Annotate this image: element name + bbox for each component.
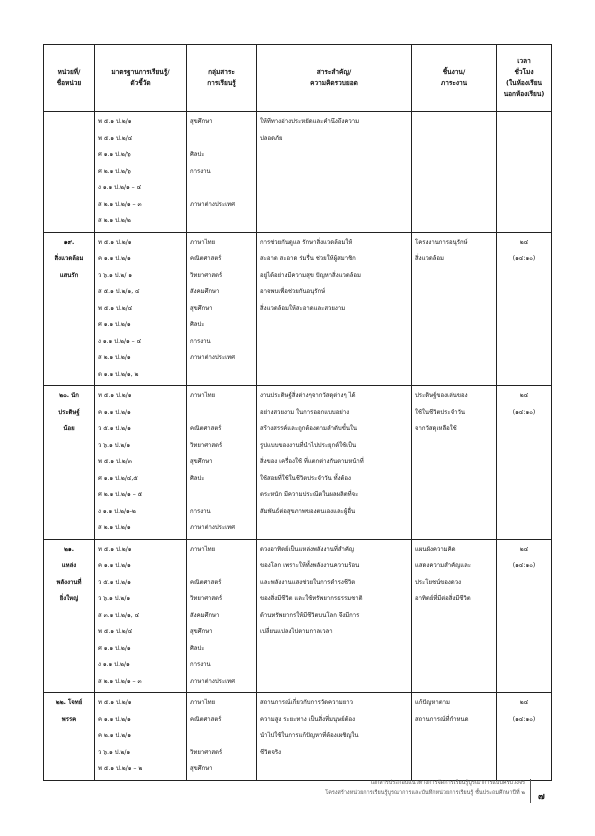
standard-cell-line: ว ๕.๑ ป.๒/๑ bbox=[98, 425, 131, 432]
time-cell-line: (๑๔:๑๐) bbox=[512, 715, 536, 723]
standard-cell-line: พ ๕.๑ ป.๒/๓ bbox=[98, 458, 132, 465]
header-row bbox=[44, 45, 552, 112]
standard-cell-line: ส ๒.๑ ป.๒/๒ bbox=[98, 217, 131, 224]
unit-cell-line: น้อย bbox=[63, 425, 75, 432]
work-cell-line: จากวัสดุเหลือใช้ bbox=[415, 425, 457, 432]
time-cell bbox=[497, 693, 552, 781]
concept-cell-line: ใช้สอยที่ใช้ในชีวิตประจำวัน ทั้งต้อง bbox=[260, 474, 351, 482]
header-subject bbox=[187, 45, 257, 112]
concept-cell-line: สร้างสรรค์และถูกต้องตามลำดับขั้นใน bbox=[260, 425, 357, 432]
footer-line: เอกสารประกอบแนวทางการจัดการเรียนรู้บูรณาการแบบครบวงจร bbox=[370, 780, 525, 786]
header-work-line: ภาระงาน bbox=[440, 79, 468, 87]
unit-cell-line: สิ่งแวดล้อม bbox=[54, 255, 84, 262]
standard-cell-line: ว ๖.๑ ป.๒/๑ bbox=[98, 441, 131, 449]
time-cell-line: (๑๔:๑๐) bbox=[512, 255, 536, 262]
subject-cell-line: การงาน bbox=[190, 337, 211, 345]
unit-cell-line: ประดิษฐ์ bbox=[58, 408, 80, 416]
concept-cell-line: เปลี่ยนแปลงไปตามกาลเวลา bbox=[260, 628, 333, 635]
standard-cell-line: ว ๖.๑ ป.๒/๑ bbox=[98, 748, 131, 756]
standard-cell-line: ท ๕.๑ ป.๒/๑ bbox=[98, 545, 132, 553]
standard-cell-line: ท ๕.๑ ป.๒/๑ bbox=[98, 699, 132, 706]
subject-cell-line: สังคมศึกษา bbox=[190, 288, 220, 295]
subject-cell bbox=[187, 386, 257, 540]
unit-cell-line: พรรค bbox=[61, 715, 77, 723]
subject-cell-line: สุขศึกษา bbox=[190, 458, 213, 465]
page-footer bbox=[300, 778, 525, 798]
work-cell-line: แสดงความสำคัญและ bbox=[415, 562, 471, 569]
standard-cell-line: ง ๑.๑ ป.๒/๑ – ๔ bbox=[98, 337, 142, 345]
page-number: ๗ bbox=[538, 792, 545, 802]
work-cell bbox=[412, 693, 497, 781]
table-row bbox=[44, 539, 552, 693]
subject-cell-line bbox=[190, 131, 253, 148]
work-cell-line: อาทิตย์ที่มีต่อสิ่งมีชีวิต bbox=[415, 595, 471, 602]
work-cell bbox=[412, 539, 497, 693]
work-cell-line: โครงงานการอนุรักษ์ bbox=[415, 238, 468, 246]
subject-cell-line bbox=[190, 367, 253, 384]
concept-cell-line: ความสูง ระยะทาง เป็นสิ่งที่มนุษย์ต้อง bbox=[260, 715, 356, 723]
standard-cell-line: ต ๑.๑ ป.๒/๑, ๒ bbox=[98, 370, 139, 378]
work-cell-line: ใช้ในชีวิตประจำวัน bbox=[415, 408, 465, 416]
work-cell-line: ประโยชน์ของดวง bbox=[415, 578, 461, 586]
standard-cell-line: ศ ๑.๑ ป.๒/๔,๕ bbox=[98, 474, 138, 482]
header-standard-line: มาตรฐานการเรียนรู้/ bbox=[111, 68, 170, 76]
work-cell bbox=[412, 112, 497, 233]
standard-cell-line: ว ๖.๑ ป.๒/ ๑ bbox=[98, 271, 133, 279]
footer-divider bbox=[530, 779, 531, 803]
subject-cell-line: สังคมศึกษา bbox=[190, 611, 220, 619]
concept-cell-line: สิ่งของ เครื่องใช้ ที่แตกต่างกันตามหน้าที่ bbox=[260, 458, 364, 465]
subject-cell-line: ภาษาต่างประเทศ bbox=[190, 524, 235, 531]
standard-cell bbox=[95, 112, 187, 233]
subject-cell-line: วิทยาศาสตร์ bbox=[190, 748, 223, 756]
subject-cell-line: ศิลปะ bbox=[190, 644, 205, 652]
time-cell bbox=[497, 539, 552, 693]
subject-cell-line bbox=[190, 405, 253, 422]
subject-cell-line: ภาษาต่างประเทศ bbox=[190, 200, 235, 208]
concept-cell bbox=[257, 232, 412, 386]
standard-cell-line: ศ ๑.๑ ป.๒/๖ bbox=[98, 151, 131, 158]
subject-cell-line: ภาษาไทย bbox=[190, 699, 216, 706]
table-row bbox=[44, 693, 552, 781]
unit-cell bbox=[44, 232, 95, 386]
concept-cell-line: รูปแบบของงานที่นำไปประยุกต์ใช้เป็น bbox=[260, 441, 357, 449]
standard-cell-line: พ ๕.๑ ป.๒/๔ bbox=[98, 134, 133, 142]
standard-cell-line: ส ๒.๑ ป.๒/๑ – ๓ bbox=[98, 200, 142, 208]
standard-cell-line: ส ๒.๑ ป.๒/๑ bbox=[98, 524, 131, 531]
header-work bbox=[412, 45, 497, 112]
subject-cell bbox=[187, 112, 257, 233]
header-time bbox=[497, 45, 552, 112]
concept-cell-line: อย่างสวยงาม ในการออกแบบอย่าง bbox=[260, 408, 350, 416]
subject-cell-line bbox=[190, 728, 253, 745]
concept-cell bbox=[257, 112, 412, 233]
header-standard bbox=[95, 45, 187, 112]
time-cell bbox=[497, 386, 552, 540]
subject-cell-line bbox=[190, 558, 253, 575]
concept-cell-line: นำไปใช้ในการแก้ปัญหาที่ต้องเผชิญใน bbox=[260, 732, 359, 739]
header-standard-line: ตัวชี้วัด bbox=[130, 79, 151, 87]
subject-cell-line: คณิตศาสตร์ bbox=[190, 425, 222, 432]
subject-cell-line: ภาษาไทย bbox=[190, 238, 216, 246]
standard-cell bbox=[95, 693, 187, 781]
concept-cell-line: งานประดิษฐ์สิ่งต่างๆจากวัสดุต่างๆ ได้ bbox=[260, 392, 356, 399]
subject-cell-line bbox=[190, 487, 253, 504]
time-cell-line: ๒๔ bbox=[519, 699, 529, 706]
standard-cell-line: ส ๒.๑ ป.๒/๑ – ๓ bbox=[98, 677, 142, 685]
standard-cell-line: ง ๑.๑ ป.๒/๑-๒ bbox=[98, 507, 136, 515]
subject-cell-line: ศิลปะ bbox=[190, 321, 205, 328]
concept-cell-line: และพลังงานแสงช่วยในการดำรงชีวิต bbox=[260, 578, 356, 586]
subject-cell-line: สุขศึกษา bbox=[190, 765, 213, 772]
table-body bbox=[44, 112, 552, 781]
subject-cell-line bbox=[190, 180, 253, 197]
standard-cell-line: พ ๕.๑ ป.๒/๔ bbox=[98, 304, 133, 312]
concept-cell-line: ด้านทรัพยากรให้มีชีวิตบนโลก จึงมีการ bbox=[260, 611, 360, 619]
subject-cell-line: วิทยาศาสตร์ bbox=[190, 441, 223, 449]
concept-cell-line: สถานการณ์เกี่ยวกับการวัดความยาว bbox=[260, 699, 354, 706]
standard-cell-line: ค ๑.๑ ป.๒/๑ bbox=[98, 255, 131, 262]
subject-cell-line: ศิลปะ bbox=[190, 151, 205, 158]
time-cell bbox=[497, 112, 552, 233]
unit-cell bbox=[44, 112, 95, 233]
standard-cell-line: ศ ๒.๑ ป.๒/๖ bbox=[98, 167, 131, 175]
standard-cell-line: ท ๕.๑ ป.๒/๑ bbox=[98, 392, 132, 399]
unit-cell-line: ๒๒. โจทย์ bbox=[55, 699, 83, 706]
time-cell-line: (๑๔:๑๐) bbox=[512, 408, 536, 416]
concept-cell-line: ดวงอาทิตย์เป็นแหล่งพลังงานที่สำคัญ bbox=[260, 545, 354, 553]
standard-cell bbox=[95, 386, 187, 540]
concept-cell-line: ชีวิตจริง bbox=[260, 748, 282, 756]
standard-cell-line: พ ๕.๑ ป.๒/๔ bbox=[98, 628, 133, 635]
standard-cell-line: ค ๑.๑ ป.๒/๑ bbox=[98, 562, 131, 569]
header-unit bbox=[44, 45, 95, 112]
time-cell-line: ๒๔ bbox=[519, 545, 529, 553]
subject-cell-line: ศิลปะ bbox=[190, 474, 205, 482]
subject-cell-line bbox=[190, 213, 253, 230]
subject-cell-line: วิทยาศาสตร์ bbox=[190, 271, 223, 279]
subject-cell-line: คณิตศาสตร์ bbox=[190, 255, 222, 262]
unit-cell bbox=[44, 693, 95, 781]
standard-cell-line: ศ ๑.๑ ป.๒/๑ bbox=[98, 644, 131, 652]
work-cell-line: สิ่งแวดล้อม bbox=[415, 255, 444, 262]
table-row bbox=[44, 232, 552, 386]
concept-cell-line: สัมพันธ์ต่อสุขภาพของตนเองและผู้อื่น bbox=[260, 507, 356, 515]
unit-cell-line: ๒๑. bbox=[63, 545, 75, 553]
standard-cell-line: ค ๑.๑ ป.๒/๑ bbox=[98, 715, 131, 723]
header-subject-line: กลุ่มสาระ bbox=[208, 68, 235, 76]
subject-cell-line: ภาษาต่างประเทศ bbox=[190, 354, 235, 361]
header-unit-line: หน่วยที่/ bbox=[57, 68, 81, 76]
subject-cell-line: การงาน bbox=[190, 661, 211, 668]
subject-cell-line: คณิตศาสตร์ bbox=[190, 578, 222, 586]
time-cell-line: ๒๔ bbox=[519, 392, 529, 399]
footer-line: โครงสร้างหน่วยการเรียนรู้บูรณาการและบันทึกหน่วยการเรียนรู้ ชั้นประถมศึกษาปีที่ ๒ bbox=[325, 790, 525, 796]
header-unit-line: ชื่อหน่วย bbox=[56, 79, 82, 87]
concept-cell-line: ของโลก เพราะให้ทั้งพลังงานความร้อน bbox=[260, 562, 360, 569]
concept-cell bbox=[257, 386, 412, 540]
unit-cell bbox=[44, 539, 95, 693]
standard-cell-line: ศ ๒.๑ ป.๒/๑ – ๕ bbox=[98, 491, 143, 498]
standard-cell-line: ส ๒.๑ ป.๒/๑ bbox=[98, 354, 131, 361]
subject-cell-line: ภาษาไทย bbox=[190, 545, 216, 553]
work-cell bbox=[412, 386, 497, 540]
concept-cell-line: ของสิ่งมีชีวิต และใช้ทรัพยากรธรรมชาติ bbox=[260, 595, 363, 602]
table-row bbox=[44, 386, 552, 540]
standard-cell-line: ค ๑.๑ ป.๒/๑ bbox=[98, 408, 131, 416]
subject-cell-line: คณิตศาสตร์ bbox=[190, 715, 222, 723]
work-cell-line: ประดิษฐ์ของเล่นของ bbox=[415, 392, 468, 399]
time-cell-line: ๒๔ bbox=[519, 238, 529, 246]
subject-cell-line: สุขศึกษา bbox=[190, 118, 213, 125]
table-row bbox=[44, 112, 552, 233]
header-work-line: ชิ้นงาน/ bbox=[442, 68, 466, 76]
time-cell bbox=[497, 232, 552, 386]
work-cell bbox=[412, 232, 497, 386]
work-cell-line: แก้ปัญหาตาม bbox=[415, 699, 450, 706]
header-concept-line: ความคิดรวบยอด bbox=[310, 79, 358, 87]
standard-cell-line: พ ๕.๑ ป.๒/๑ bbox=[98, 118, 132, 125]
unit-cell bbox=[44, 386, 95, 540]
standard-cell-line: พ ๕.๑ ป.๒/๑ – ๒ bbox=[98, 765, 143, 772]
concept-cell-line: ให้ทีทางอ่างประหยัดและคำนึงถึงความ bbox=[260, 118, 360, 125]
unit-cell-line: ๑๙. bbox=[63, 238, 75, 246]
concept-cell bbox=[257, 693, 412, 781]
header-time-line: (ในห้องเรียน bbox=[506, 79, 542, 87]
concept-cell-line: การช่วยกันดูแล รักษาสิ่งแวดล้อมให้ bbox=[260, 238, 353, 246]
standard-cell-line: ค ๒.๑ ป.๒/๑ bbox=[98, 732, 131, 739]
standard-cell bbox=[95, 539, 187, 693]
standard-cell-line: ง ๑.๑ ป.๒/๑ – ๔ bbox=[98, 184, 142, 191]
header-subject-line: การเรียนรู้ bbox=[207, 79, 236, 87]
standard-cell-line: ท ๕.๑ ป.๒/๑ bbox=[98, 238, 132, 246]
subject-cell-line: วิทยาศาสตร์ bbox=[190, 595, 223, 602]
header-concept-line: สาระสำคัญ/ bbox=[316, 68, 352, 76]
unit-cell-line: ยิ่งใหญ่ bbox=[59, 595, 79, 602]
header-time-line: นอกห้องเรียน) bbox=[503, 90, 545, 98]
unit-cell-line: แหล่ง bbox=[61, 562, 77, 569]
unit-cell-line: แสนรัก bbox=[59, 271, 79, 279]
header-concept bbox=[257, 45, 412, 112]
concept-cell-line: อาจพบเพื่อช่วยกันอนุรักษ์ bbox=[260, 288, 326, 295]
standard-cell-line: ง ๑.๑ ป.๒/๑ bbox=[98, 661, 130, 668]
standard-cell-line: ว ๖.๑ ป.๒/๑ bbox=[98, 595, 131, 602]
work-cell-line: สถานการณ์ที่กำหนด bbox=[415, 715, 469, 723]
standard-cell-line: ศ ๑.๑ ป.๒/๑ bbox=[98, 321, 131, 328]
subject-cell-line: สุขศึกษา bbox=[190, 628, 213, 635]
subject-cell bbox=[187, 539, 257, 693]
subject-cell-line: การงาน bbox=[190, 507, 211, 515]
work-cell-line: แผนผังความคิด bbox=[415, 545, 456, 553]
subject-cell bbox=[187, 693, 257, 781]
concept-cell-line: อยู่ได้อย่างมีความสุข ปัญหาสิ่งแวดล้อม bbox=[260, 271, 361, 279]
subject-cell-line: การงาน bbox=[190, 167, 211, 175]
concept-cell-line: ตระหนัก มีความประณีตในผลผลิตที่จะ bbox=[260, 491, 359, 498]
concept-cell-line: ปลอดภัย bbox=[260, 134, 283, 142]
standard-cell bbox=[95, 232, 187, 386]
concept-cell bbox=[257, 539, 412, 693]
standard-cell-line: ว ๕.๑ ป.๒/๑ bbox=[98, 578, 131, 586]
curriculum-table bbox=[43, 44, 552, 781]
standard-cell-line: ส ๓.๑ ป.๒/๑, ๔ bbox=[98, 611, 140, 619]
standard-cell-line: ส ๕.๑ ป.๒/๑, ๔ bbox=[98, 288, 140, 295]
subject-cell-line: สุขศึกษา bbox=[190, 304, 213, 312]
time-cell-line: (๑๔:๑๐) bbox=[512, 562, 536, 569]
subject-cell-line: ภาษาไทย bbox=[190, 392, 216, 399]
unit-cell-line: พลังงานที่ bbox=[56, 578, 82, 586]
unit-cell-line: ๒๐. นัก bbox=[59, 392, 79, 399]
subject-cell-line: ภาษาต่างประเทศ bbox=[190, 677, 235, 685]
concept-cell-line: สิ่งแวดล้อมให้สะอาดและสวยงาม bbox=[260, 304, 346, 312]
subject-cell bbox=[187, 232, 257, 386]
header-time-line: ชั่วโมง bbox=[514, 68, 534, 76]
header-time-line: เวลา bbox=[517, 57, 531, 65]
concept-cell-line: สะอาด สะอาด ร่มรื่น ช่วยให้ผู้สมาชิก bbox=[260, 255, 356, 262]
